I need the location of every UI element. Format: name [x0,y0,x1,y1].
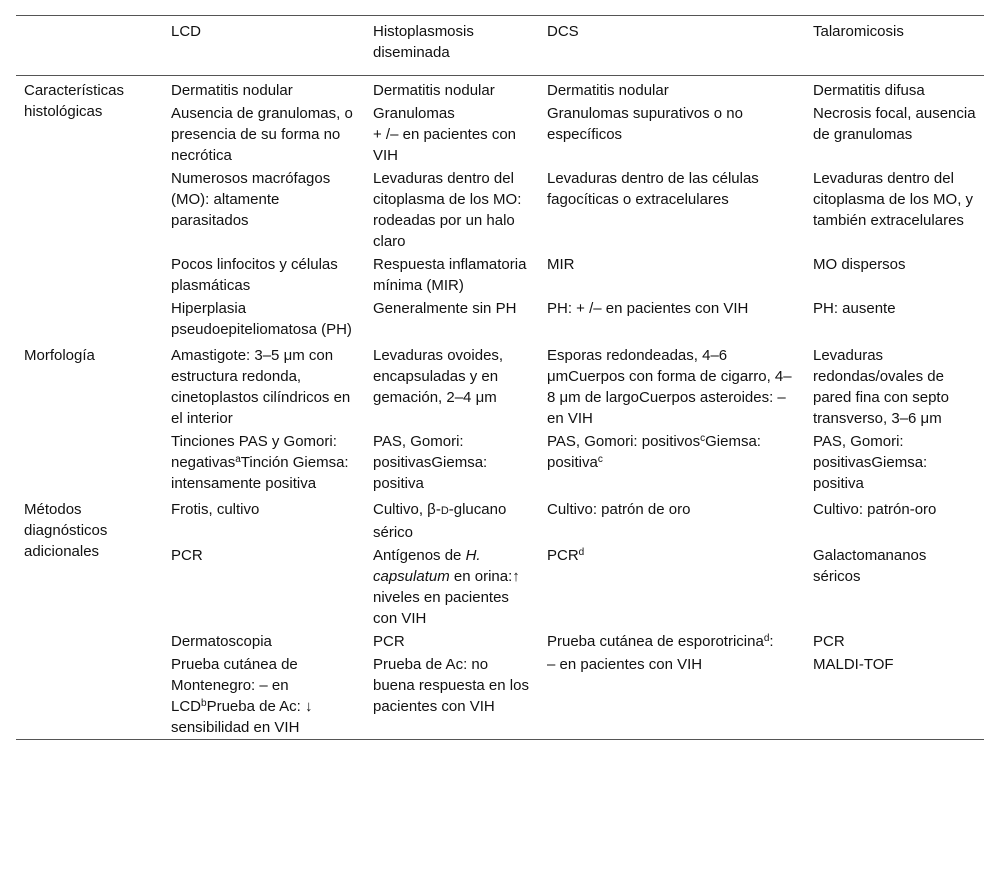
table-row [16,341,984,430]
header-row [16,16,984,76]
table-cell: MO dispersos [813,256,906,273]
table-cell [539,430,805,495]
table-cell: MIR [547,256,575,273]
footnote-mark: a [235,454,241,465]
table-cell [163,653,365,740]
cell-text: Tinciones PAS y Gomori: negativas [171,433,337,471]
table-cell: PCR [171,547,203,564]
table-cell: Hiperplasia pseudoepiteliomatosa (PH) [171,300,352,338]
table-cell: Galactomananos séricos [813,547,927,585]
footnote-mark: c [700,433,706,444]
table-cell: – en pacientes con VIH [547,656,703,673]
table-cell: Cultivo: patrón-oro [813,501,937,518]
table-cell [163,430,365,495]
table-cell: Levaduras ovoides, encapsuladas y en gemación, 2–4 μm [373,347,504,406]
cell-text: Giemsa: positiva [547,433,761,471]
table-cell [365,495,539,544]
footnote-mark: c [597,454,603,465]
table-cell: Dermatitis nodular [171,82,293,99]
table-cell: PH: + /– en pacientes con VIH [547,300,749,317]
cell-text: Prueba cutánea de Montenegro: – en LCD [171,656,298,715]
cell-text: en orina:↑ niveles en pacientes con VIH [373,568,520,627]
table-cell: PCR [373,633,405,650]
table-cell: Prueba de Ac: no buena respuesta en los pacientes con VIH [373,656,529,715]
comparison-table [16,15,984,740]
table-cell: Levaduras dentro de las células fagocíticas o extracelulares [547,170,759,208]
table-cell: Frotis, cultivo [171,501,260,518]
table-cell: MALDI-TOF [813,656,894,673]
table-cell [365,544,539,630]
table-cell: Levaduras dentro del citoplasma de los MO: rodeadas por un halo claro [373,170,522,250]
cell-text: Antígenos de [373,547,466,564]
table-cell: Pocos linfocitos y células plasmáticas [171,256,338,294]
row-label-morfologia: Morfología [24,347,95,364]
cell-text: : [769,633,774,650]
table-cell: Granulomas supurativos o no específicos [547,105,743,143]
cell-text: -glucano sérico [373,501,507,541]
cell-text: Tinción Giemsa: intensamente positiva [171,454,349,492]
cell-text: Prueba de Ac: ↓ sensibilidad en VIH [171,698,313,736]
cell-text-italic: H. capsulatum [373,547,481,585]
table-cell: Cultivo: patrón de oro [547,501,691,518]
table-cell: Levaduras dentro del citoplasma de los MO, y también extracelulares [813,170,974,229]
header-dcs: DCS [547,23,579,40]
table-cell: PAS, Gomori: positivasGiemsa: positiva [373,433,488,492]
table-cell: Levaduras redondas/ovales de pared fina con septo transverso, 3–6 μm [813,347,949,427]
table-cell: Necrosis focal, ausencia de granulomas [813,105,976,143]
table-cell: Amastigote: 3–5 μm con estructura redonda, cinetoplastos cilíndricos en el interior [171,347,351,427]
cell-text: PCR [547,547,579,564]
table-cell: Granulomas + /– en pacientes con VIH [373,105,517,164]
cell-text: Prueba cutánea de esporotricina [547,633,764,650]
table-cell: Esporas redondeadas, 4–6 μmCuerpos con forma de cigarro, 4–8 μm de largoCuerpos asteroides: – en VIH [547,347,792,427]
table-row [16,495,984,544]
table-cell: Dermatitis nodular [373,82,495,99]
header-empty [16,16,163,76]
table-cell: Dermatoscopia [171,633,272,650]
cell-text: D [440,505,449,517]
footnote-mark: d [578,547,585,558]
table-cell: Generalmente sin PH [373,300,517,317]
table-row [16,76,984,103]
cell-text: Cultivo, β- [373,501,441,518]
table-cell: Dermatitis difusa [813,82,925,99]
table-cell: Respuesta inflamatoria mínima (MIR) [373,256,527,294]
table-cell: PH: ausente [813,300,896,317]
table-cell: Dermatitis nodular [547,82,669,99]
header-lcd: LCD [171,23,202,40]
row-label-histologicas: Características histológicas [24,82,125,120]
footnote-mark: b [201,698,207,709]
table-cell: Numerosos macrófagos (MO): altamente parasitados [171,170,331,229]
table-cell: PCR [813,633,845,650]
table-cell [539,544,805,630]
footnote-mark: d [763,633,770,644]
table-cell: PAS, Gomori: positivasGiemsa: positiva [813,433,928,492]
row-label-metodos: Métodos diagnósticos adicionales [24,501,108,560]
header-talaromicosis: Talaromicosis [813,23,904,40]
cell-text: PAS, Gomori: positivos [547,433,701,450]
table-cell [539,630,805,653]
table-cell: Ausencia de granulomas, o presencia de su forma no necrótica [171,105,353,164]
header-histoplasmosis: Histoplasmosis diseminada [373,23,474,61]
